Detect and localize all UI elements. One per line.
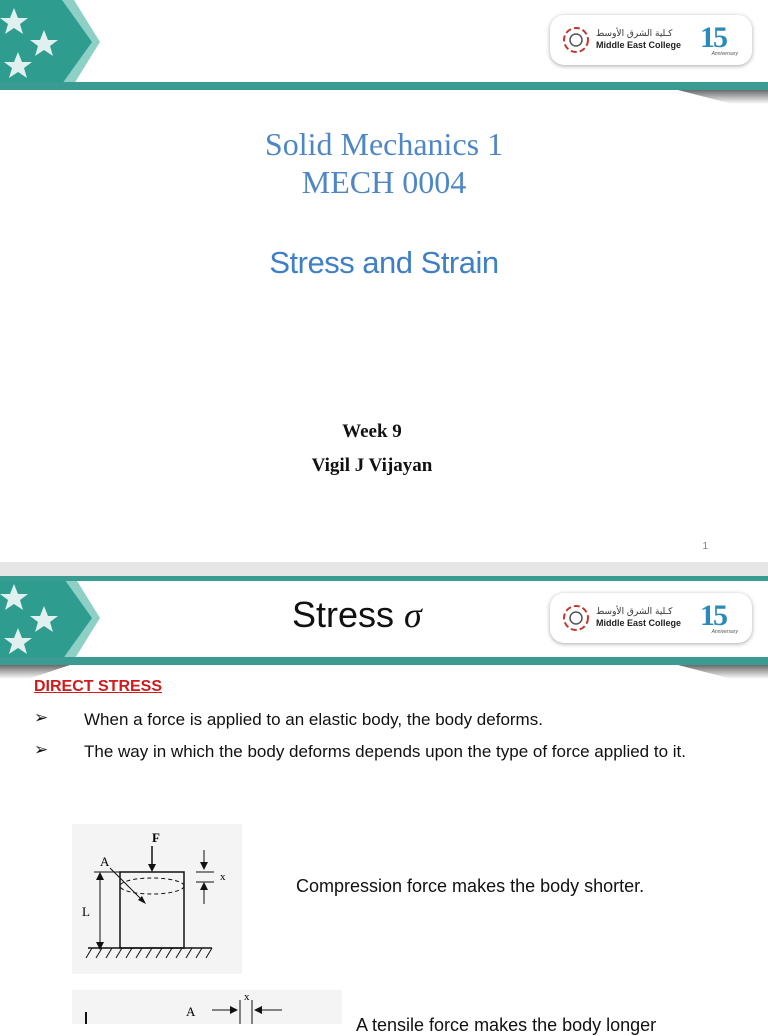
page-number: 1	[702, 541, 708, 552]
logo-arabic-text: كـلية الشرق الأوسط	[596, 607, 673, 617]
bullet-arrow-icon: ➢	[34, 740, 49, 759]
header-shadow-right	[678, 665, 768, 679]
sigma-symbol: σ	[404, 595, 422, 635]
topic-title: Stress and Strain	[269, 245, 499, 280]
star-pattern-corner-icon	[0, 0, 100, 84]
slide-title: Stress σ	[292, 594, 422, 635]
college-emblem-icon	[562, 26, 590, 54]
logo-arabic-text: كـلية الشرق الأوسط	[596, 29, 673, 39]
figure1-caption: Compression force makes the body shorter.	[296, 876, 645, 896]
college-emblem-icon	[562, 604, 590, 632]
area-label: A	[100, 854, 110, 869]
course-title: Solid Mechanics 1	[264, 126, 504, 162]
star-pattern-corner-icon	[0, 576, 100, 660]
header-bar	[0, 657, 768, 665]
bullet-text: When a force is applied to an elastic body, the body deforms.	[84, 710, 543, 729]
slide-separator	[0, 562, 768, 576]
section-heading: DIRECT STRESS	[34, 678, 163, 695]
bullet-arrow-icon: ➢	[34, 708, 49, 727]
tension-diagram	[72, 990, 342, 1024]
logo-english-text: Middle East College	[596, 40, 682, 50]
force-label: F	[152, 830, 160, 845]
course-code: MECH 0004	[301, 164, 467, 200]
anniversary-number: 15	[700, 599, 726, 632]
logo-english-text: Middle East College	[596, 618, 682, 628]
deformation-label: x	[220, 871, 226, 883]
top-bar	[0, 576, 768, 581]
author-name: Vigil J Vijayan	[311, 455, 433, 476]
area-label: A	[186, 1004, 196, 1019]
slide-2	[0, 576, 768, 1035]
header-bar	[0, 82, 768, 90]
header-shadow	[678, 90, 768, 104]
deformation-label: x	[244, 991, 250, 1003]
length-label: L	[82, 904, 90, 919]
college-logo	[550, 593, 752, 643]
anniversary-label: Anniversary	[711, 629, 738, 635]
header-shadow-left	[0, 665, 70, 679]
figure2-caption: A tensile force makes the body longer	[356, 1015, 657, 1035]
compression-diagram	[72, 824, 242, 974]
college-logo	[550, 15, 752, 65]
anniversary-label: Anniversary	[711, 51, 738, 57]
bullet-text: The way in which the body deforms depends upon the type of force applied to it.	[84, 742, 686, 761]
anniversary-number: 15	[700, 21, 726, 54]
week-label: Week 9	[342, 421, 402, 442]
